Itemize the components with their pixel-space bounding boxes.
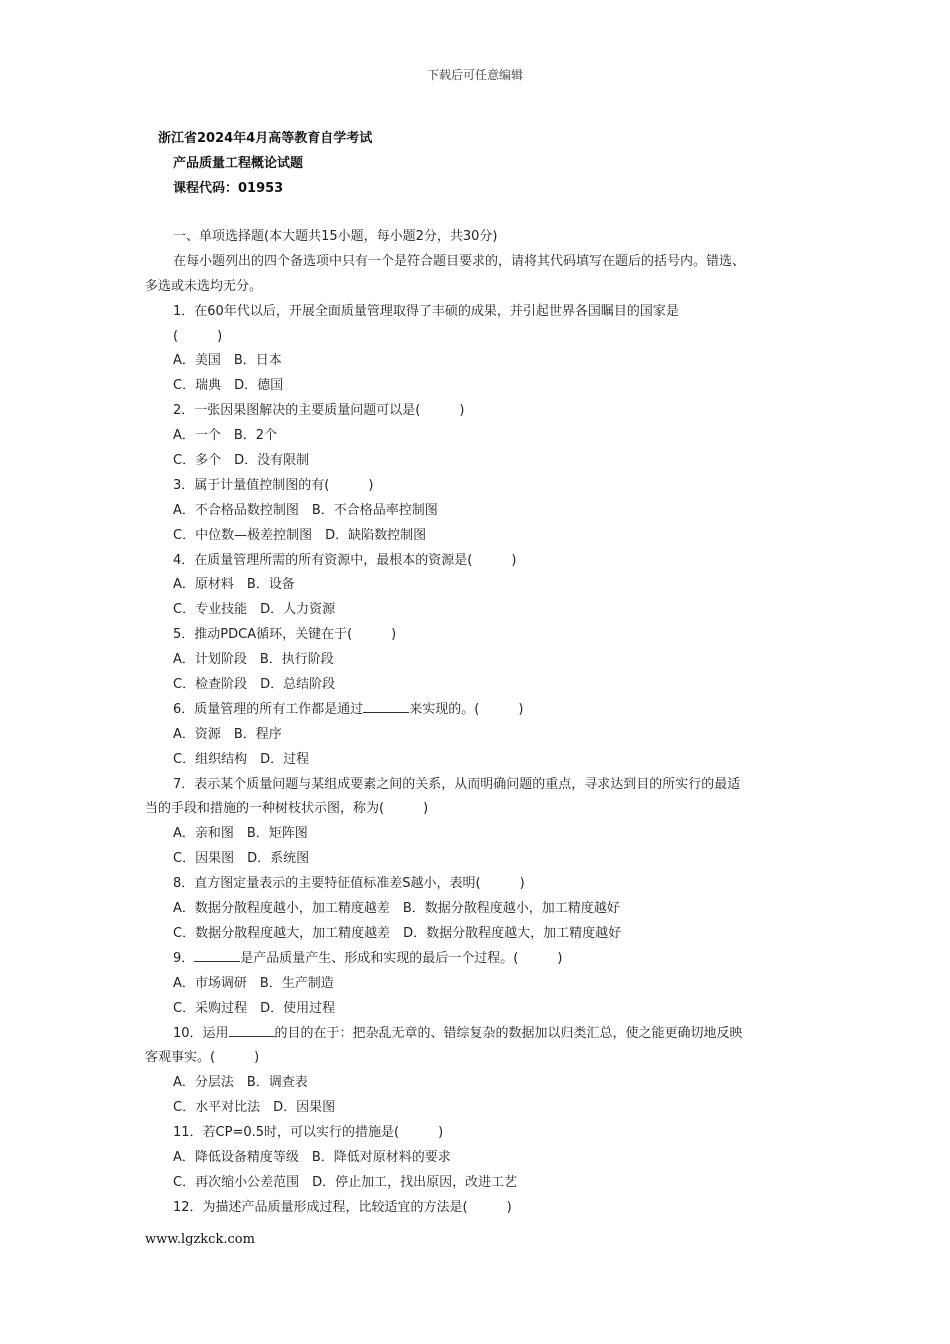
question-line: A．降低设备精度等级 B．降低对原材料的要求 — [173, 1149, 451, 1165]
question-line: C．数据分散程度越大，加工精度越差 D．数据分散程度越大，加工精度越好 — [173, 925, 622, 941]
fill-in-blank — [363, 700, 409, 713]
exam-title: 浙江省2024年4月高等教育自学考试 — [158, 131, 373, 146]
line-text-before-blank: 9． — [173, 950, 195, 966]
question-line: A．原材料 B．设备 — [173, 577, 295, 593]
question-line: C．采购过程 D．使用过程 — [173, 1000, 336, 1016]
question-line — [145, 698, 810, 723]
question-line: C．组织结构 D．过程 — [173, 751, 310, 767]
question-lines — [145, 300, 810, 1221]
question-line: A．分层法 B．调查表 — [173, 1075, 308, 1091]
question-line: C．水平对比法 D．因果图 — [173, 1100, 336, 1116]
question-line — [145, 947, 810, 972]
fill-in-blank — [194, 949, 240, 962]
question-line: 当的手段和措施的一种树枝状示图，称为( ) — [145, 801, 429, 817]
question-line: C．瑞典 D．德国 — [173, 378, 284, 394]
question-line: 4．在质量管理所需的所有资源中，最根本的资源是( ) — [173, 552, 517, 568]
header-note: 下载后可任意编辑 — [426, 68, 523, 82]
line-text-before-blank: 6．质量管理的所有工作都是通过 — [173, 701, 364, 717]
question-line: A．市场调研 B．生产制造 — [173, 975, 334, 991]
question-line: 3．属于计量值控制图的有( ) — [173, 477, 374, 493]
question-line: C．检查阶段 D．总结阶段 — [173, 677, 336, 693]
instruction-line-2: 多选或未选均无分。 — [145, 278, 263, 294]
line-text-before-blank: 10．运用 — [173, 1025, 229, 1041]
subject-title: 产品质量工程概论试题 — [173, 156, 304, 171]
line-text-after-blank: 的目的在于：把杂乱无章的、错综复杂的数据加以归类汇总，使之能更确切地反映 — [274, 1025, 743, 1041]
footer-url: www.lgzkck.com — [145, 1232, 255, 1247]
question-line: C．因果图 D．系统图 — [173, 851, 310, 867]
question-line: 8．直方图定量表示的主要特征值标准差S越小，表明( ) — [173, 876, 525, 892]
question-line: A．美国 B．日本 — [173, 353, 282, 369]
question-line: C．中位数—极差控制图 D．缺陷数控制图 — [173, 527, 427, 543]
course-code: 课程代码：01953 — [173, 181, 284, 196]
question-line: 11．若CP=0.5时，可以实行的措施是( ) — [173, 1125, 444, 1141]
question-line: A．一个 B．2个 — [173, 428, 278, 444]
instruction-line-1: 在每小题列出的四个备选项中只有一个是符合题目要求的，请将其代码填写在题后的括号内。错选、 — [173, 253, 746, 269]
question-line: ( ) — [173, 328, 223, 344]
question-line: 客观事实。( ) — [145, 1050, 260, 1066]
question-line: A．亲和图 B．矩阵图 — [173, 826, 308, 842]
line-text-after-blank: 来实现的。( ) — [409, 701, 524, 717]
question-line: C．再次缩小公差范围 D．停止加工，找出原因，改进工艺 — [173, 1174, 518, 1190]
question-line: 12．为描述产品质量形成过程，比较适宜的方法是( ) — [173, 1199, 512, 1215]
title-block — [158, 126, 372, 201]
question-content — [145, 225, 810, 1221]
question-line: C．多个 D．没有限制 — [173, 453, 310, 469]
question-line: 5．推动PDCA循环，关键在于( ) — [173, 627, 397, 643]
question-line — [145, 1022, 810, 1047]
question-line: 7．表示某个质量问题与某组成要素之间的关系，从而明确问题的重点，寻求达到目的所实行的最适 — [173, 776, 741, 792]
question-line: 2．一张因果图解决的主要质量问题可以是( ) — [173, 403, 465, 419]
section-heading: 一、单项选择题(本大题共15小题，每小题2分，共30分) — [173, 229, 498, 244]
fill-in-blank — [229, 1024, 275, 1037]
question-line: 1．在60年代以后，开展全面质量管理取得了丰硕的成果，并引起世界各国瞩目的国家是 — [173, 303, 679, 319]
question-line: A．资源 B．程序 — [173, 726, 282, 742]
question-line: A．计划阶段 B．执行阶段 — [173, 652, 334, 668]
question-line: A．不合格品数控制图 B．不合格品率控制图 — [173, 502, 438, 518]
question-line: A．数据分散程度越小，加工精度越差 B．数据分散程度越小，加工精度越好 — [173, 901, 620, 917]
line-text-after-blank: 是产品质量产生、形成和实现的最后一个过程。( ) — [240, 950, 563, 966]
question-line: C．专业技能 D．人力资源 — [173, 602, 336, 618]
